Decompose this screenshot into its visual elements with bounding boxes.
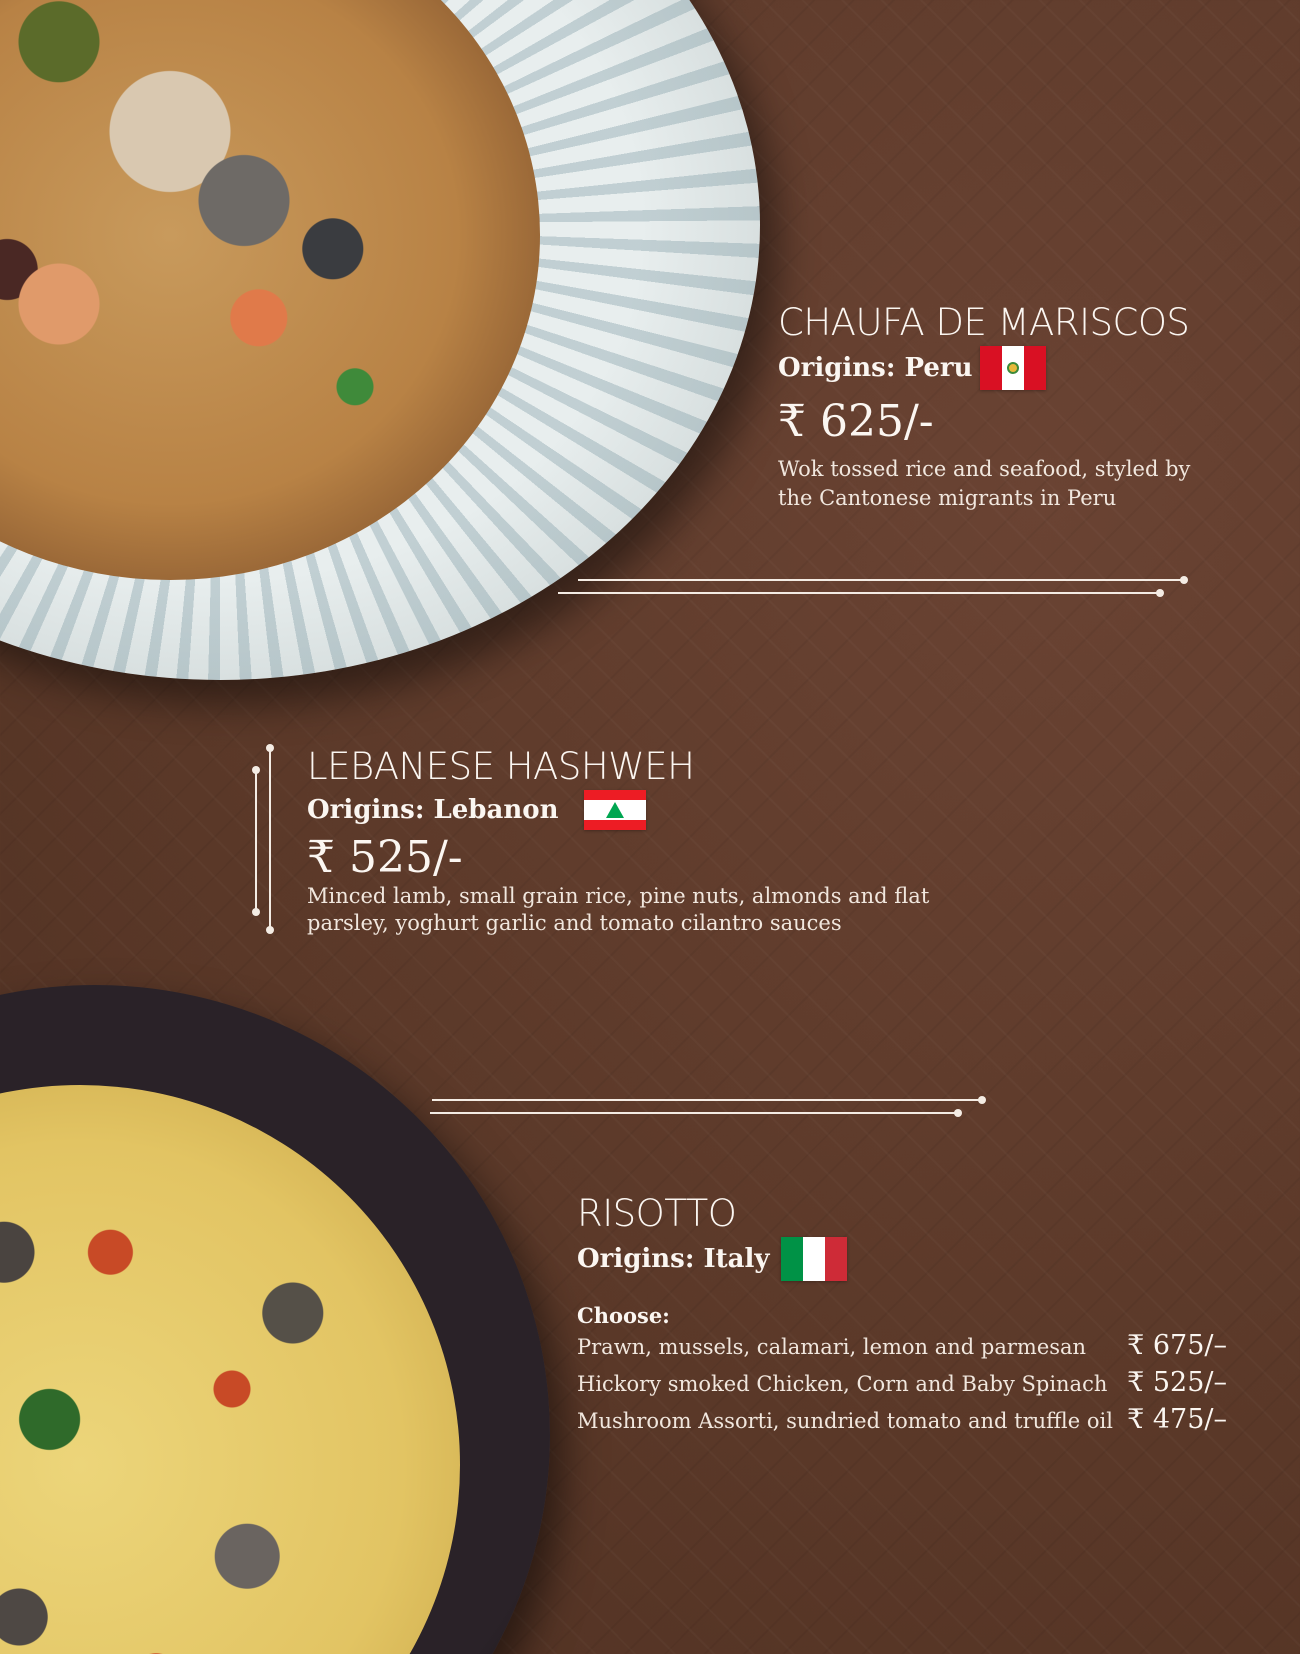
lebanon-flag-icon	[584, 790, 646, 830]
dish-origin: Origins: Lebanon	[307, 794, 559, 825]
dish-title: CHAUFA DE MARISCOS	[778, 301, 1190, 344]
dish-title: LEBANESE HASHWEH	[307, 745, 695, 788]
dish-price: ₹ 625/-	[778, 395, 934, 447]
divider-line	[558, 592, 1160, 594]
dish-chaufa-de-mariscos	[778, 303, 1218, 513]
divider-line	[578, 579, 1184, 581]
dish-title: RISOTTO	[577, 1192, 737, 1235]
vertical-divider-line	[269, 748, 271, 930]
divider-line	[432, 1099, 982, 1101]
origin-row	[778, 346, 1218, 390]
peru-emblem-icon	[1007, 362, 1019, 374]
divider-line	[430, 1112, 958, 1114]
risotto-option	[577, 1328, 1227, 1365]
origin-row	[307, 790, 1027, 830]
option-name: Mushroom Assorti, sundried tomato and truffle oil	[577, 1408, 1113, 1433]
option-price: ₹ 525/–	[1127, 1366, 1227, 1398]
option-price: ₹ 475/–	[1127, 1403, 1227, 1435]
risotto-option	[577, 1402, 1227, 1439]
choose-label: Choose:	[577, 1302, 670, 1328]
dish-origin: Origins: Italy	[577, 1243, 770, 1274]
vertical-divider-line	[255, 770, 257, 912]
dish-description: Minced lamb, small grain rice, pine nuts, almonds and flat parsley, yoghurt garlic and tomato cilantro sauces	[307, 883, 930, 935]
dish-lebanese-hashweh	[307, 747, 1027, 937]
option-name: Hickory smoked Chicken, Corn and Baby Spinach	[577, 1371, 1108, 1396]
cedar-icon	[606, 802, 624, 818]
dish-description: Wok tossed rice and seafood, styled by the Cantonese migrants in Peru	[778, 456, 1191, 510]
dish-origin: Origins: Peru	[778, 352, 973, 383]
risotto-option	[577, 1365, 1227, 1402]
dish-price: ₹ 525/-	[307, 831, 463, 883]
option-name: Prawn, mussels, calamari, lemon and parmesan	[577, 1334, 1087, 1359]
dish-risotto	[577, 1194, 1277, 1439]
peru-flag-icon	[980, 346, 1046, 390]
origin-row	[577, 1237, 1277, 1281]
italy-flag-icon	[781, 1237, 847, 1281]
option-price: ₹ 675/–	[1127, 1329, 1227, 1361]
